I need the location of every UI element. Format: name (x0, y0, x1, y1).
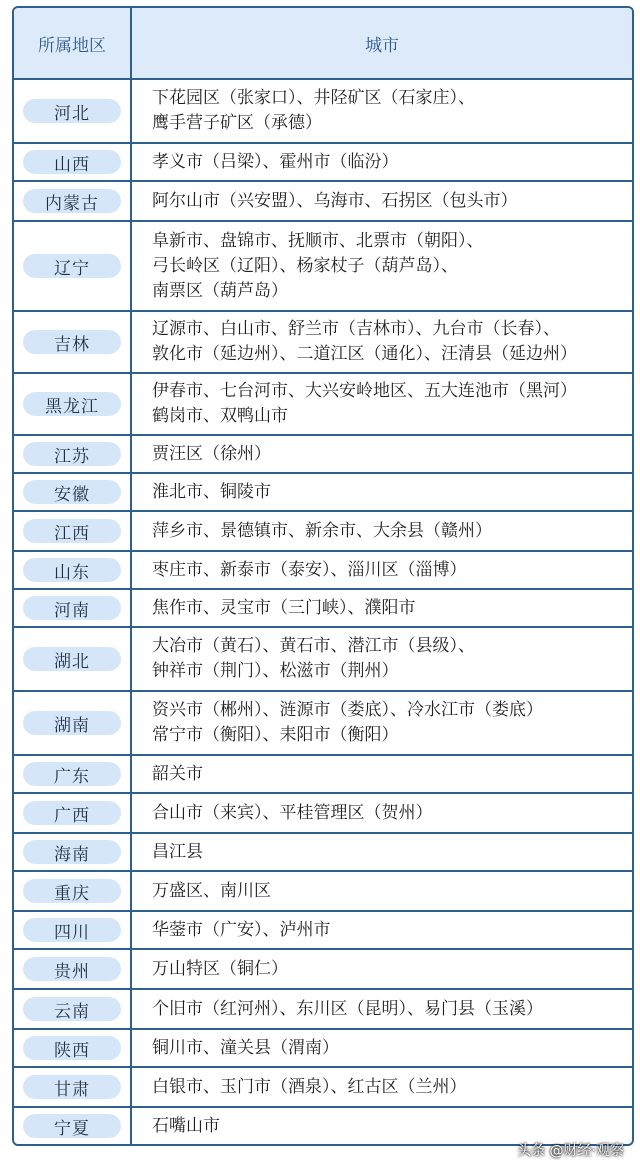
region-cell (14, 1030, 132, 1066)
table-row (14, 182, 632, 222)
city-line: 贾汪区（徐州） (152, 443, 271, 464)
region-cell (14, 1108, 132, 1144)
header-region: 所属地区 (14, 8, 132, 78)
region-cell (14, 912, 132, 948)
cities-cell (132, 144, 632, 180)
city-line: 敦化市（延边州）、二道江区（通化）、汪清县（延边州） (152, 344, 577, 364)
city-line: 万山特区（铜仁） (152, 958, 288, 979)
region-badge: 黑龙江 (23, 392, 121, 416)
cities-cell (132, 1068, 632, 1106)
region-cell (14, 80, 132, 142)
region-badge: 江西 (23, 519, 121, 543)
city-line: 钟祥市（荆门）、松滋市（荆州） (152, 661, 399, 681)
city-line: 焦作市、灵宝市（三门峡）、濮阳市 (152, 597, 416, 618)
table-row (14, 312, 632, 374)
cities-cell (132, 794, 632, 832)
table-header (14, 8, 632, 80)
region-badge: 甘肃 (23, 1075, 121, 1099)
table-row (14, 512, 632, 552)
city-line: 孝义市（吕梁）、霍州市（临汾） (152, 151, 399, 172)
table-row (14, 222, 632, 312)
region-badge: 吉林 (23, 330, 121, 354)
cities-cell (132, 990, 632, 1028)
table-row (14, 590, 632, 628)
table-row (14, 374, 632, 436)
region-badge: 云南 (23, 997, 121, 1021)
region-badge: 重庆 (23, 879, 121, 903)
region-badge: 海南 (23, 840, 121, 864)
city-line: 下花园区（张家口）、井陉矿区（石家庄）、 (152, 88, 475, 108)
region-cell (14, 222, 132, 310)
table-row (14, 1108, 632, 1144)
city-line: 常宁市（衡阳）、耒阳市（衡阳） (152, 725, 399, 745)
table-row (14, 990, 632, 1030)
city-line: 枣庄市、新泰市（泰安）、淄川区（淄博） (152, 559, 467, 580)
resource-city-table (12, 6, 634, 1146)
region-badge: 内蒙古 (23, 189, 121, 213)
region-badge: 安徽 (23, 480, 121, 504)
region-cell (14, 474, 132, 510)
region-badge: 山东 (23, 558, 121, 582)
cities-cell (132, 374, 632, 434)
region-badge: 辽宁 (23, 254, 121, 278)
region-cell (14, 794, 132, 832)
region-badge: 江苏 (23, 442, 121, 466)
city-line: 个旧市（红河州）、东川区（昆明）、易门县（玉溪） (152, 998, 543, 1019)
city-line: 昌江县 (152, 841, 203, 862)
cities-cell (132, 756, 632, 792)
cities-cell (132, 872, 632, 910)
city-line: 资兴市（郴州）、涟源市（娄底）、冷水江市（娄底） (152, 700, 543, 720)
city-line: 白银市、玉门市（酒泉）、红古区（兰州） (152, 1076, 467, 1097)
table-row (14, 834, 632, 872)
table-row (14, 950, 632, 990)
table-body (14, 80, 632, 1144)
city-line: 萍乡市、景德镇市、新余市、大余县（赣州） (152, 520, 492, 541)
region-cell (14, 512, 132, 550)
city-line: 华蓥市（广安）、泸州市 (152, 919, 331, 940)
city-line: 南票区（葫芦岛） (152, 280, 288, 301)
city-line: 韶关市 (152, 763, 203, 784)
region-cell (14, 1068, 132, 1106)
region-cell (14, 374, 132, 434)
cities-cell (132, 512, 632, 550)
region-badge: 河南 (23, 596, 121, 620)
table-row (14, 552, 632, 590)
table-row (14, 872, 632, 912)
cities-cell (132, 1030, 632, 1066)
cities-cell (132, 1108, 632, 1144)
region-badge: 陕西 (23, 1036, 121, 1060)
watermark: 头条 @财经·观察 (517, 1143, 624, 1159)
table-row (14, 80, 632, 144)
region-cell (14, 436, 132, 472)
region-cell (14, 756, 132, 792)
region-badge: 宁夏 (23, 1114, 121, 1138)
table-row (14, 1030, 632, 1068)
city-line: 铜川市、潼关县（渭南） (152, 1037, 339, 1058)
city-line: 石嘴山市 (152, 1115, 220, 1136)
cities-cell (132, 312, 632, 372)
cities-cell (132, 692, 632, 754)
region-badge: 广东 (23, 762, 121, 786)
city-line: 阜新市、盘锦市、抚顺市、北票市（朝阳）、 (152, 230, 484, 251)
cities-cell (132, 80, 632, 142)
region-badge: 四川 (23, 918, 121, 942)
city-line: 合山市（来宾）、平桂管理区（贺州） (152, 802, 433, 823)
header-city: 城市 (365, 35, 399, 56)
region-badge: 贵州 (23, 957, 121, 981)
region-cell (14, 590, 132, 626)
table-row (14, 756, 632, 794)
city-line: 辽源市、白山市、舒兰市（吉林市）、九台市（长春）、 (152, 319, 560, 339)
region-cell (14, 144, 132, 180)
city-line: 鹤岗市、双鸭山市 (152, 406, 288, 426)
region-badge: 河北 (23, 99, 121, 123)
region-cell (14, 692, 132, 754)
cities-cell (132, 590, 632, 626)
region-cell (14, 834, 132, 870)
region-cell (14, 312, 132, 372)
cities-cell (132, 474, 632, 510)
table-row (14, 1068, 632, 1108)
region-cell (14, 872, 132, 910)
region-badge: 广西 (23, 801, 121, 825)
region-badge: 湖南 (23, 711, 121, 735)
region-badge: 湖北 (23, 647, 121, 671)
table-row (14, 436, 632, 474)
region-badge: 山西 (23, 150, 121, 174)
region-cell (14, 950, 132, 988)
cities-cell (132, 950, 632, 988)
cities-cell (132, 912, 632, 948)
city-line: 阿尔山市（兴安盟）、乌海市、石拐区（包头市） (152, 190, 518, 211)
city-line: 淮北市、铜陵市 (152, 481, 271, 502)
table-row (14, 794, 632, 834)
cities-cell (132, 182, 632, 220)
region-cell (14, 628, 132, 690)
cities-cell (132, 222, 632, 310)
table-row (14, 692, 632, 756)
region-cell (14, 552, 132, 588)
table-row (14, 628, 632, 692)
city-line: 伊春市、七台河市、大兴安岭地区、五大连池市（黑河） (152, 381, 577, 401)
cities-cell (132, 834, 632, 870)
city-line: 大冶市（黄石）、黄石市、潜江市（县级）、 (152, 636, 475, 656)
cities-cell (132, 552, 632, 588)
table-row (14, 474, 632, 512)
table-row (14, 912, 632, 950)
cities-cell (132, 628, 632, 690)
cities-cell (132, 436, 632, 472)
region-cell (14, 182, 132, 220)
region-cell (14, 990, 132, 1028)
city-line: 弓长岭区（辽阳）、杨家杖子（葫芦岛）、 (152, 255, 458, 276)
city-line: 万盛区、南川区 (152, 880, 271, 901)
table-row (14, 144, 632, 182)
city-line: 鹰手营子矿区（承德） (152, 113, 322, 133)
